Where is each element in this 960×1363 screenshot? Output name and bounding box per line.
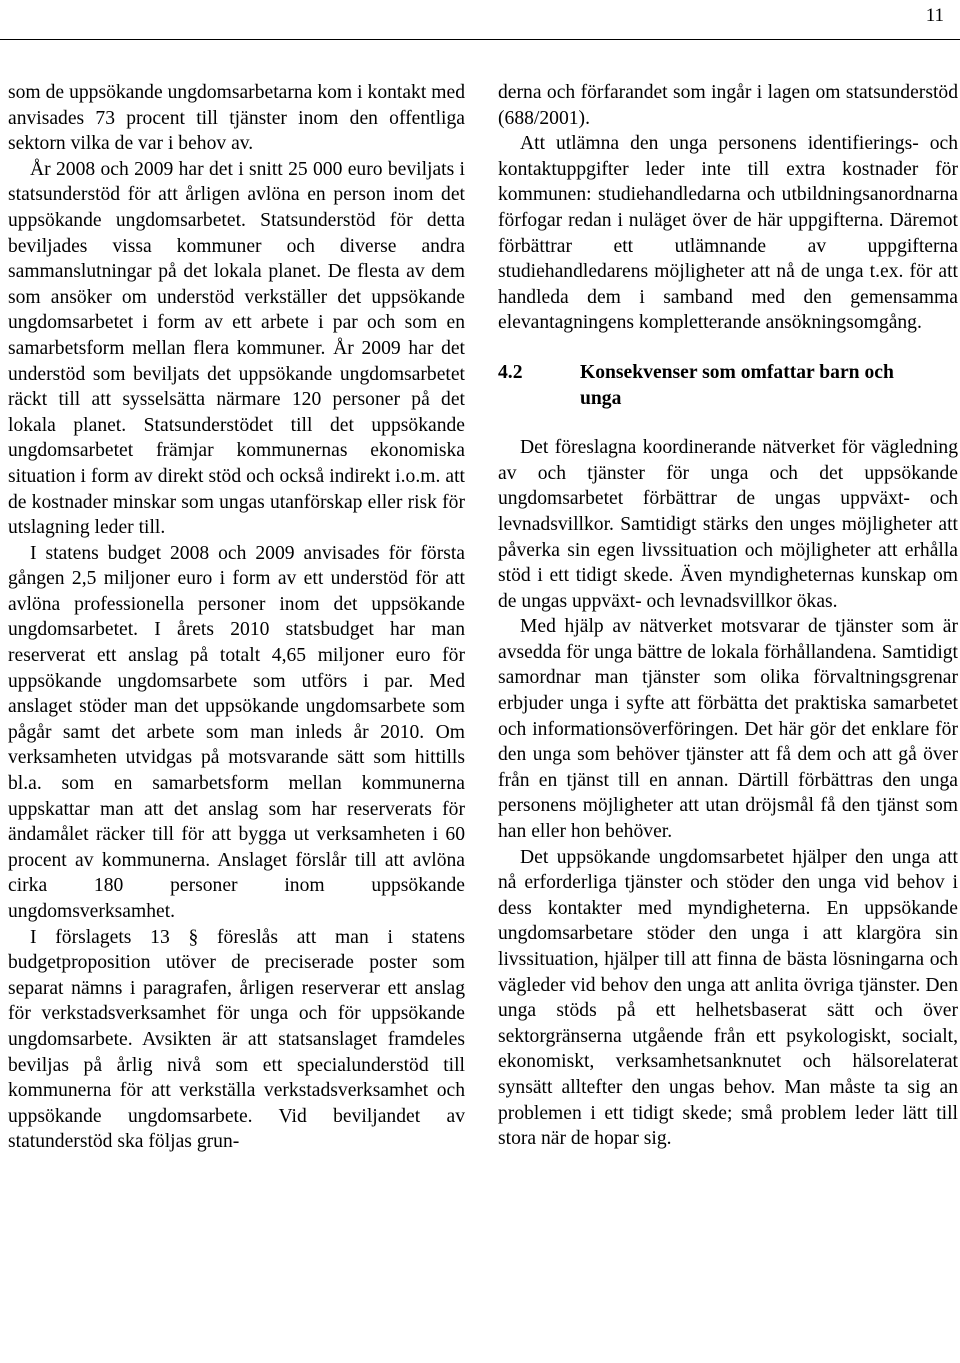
- left-paragraph-4: I förslagets 13 § föreslås att man i statens budgetproposition utöver de preciserade poster som separat nämns i paragrafen, årligen reserverar ett anslag för verkstadsverksamhet för unga och för uppsökande ungdomsarbete. Avsikten är att statsanslaget framdeles beviljas på årlig nivå som ett specialunderstöd till kommunerna för att verkställa verkstadsverksamhet och uppsökande ungdomsarbete. Vid beviljandet av statunderstöd ska följas grun-: [8, 926, 465, 1153]
- section-title: Konsekvenser som omfattar barn och unga: [580, 361, 894, 409]
- right-paragraph-1: derna och förfarandet som ingår i lagen om statsunderstöd (688/2001).: [498, 82, 958, 129]
- left-column: [8, 80, 465, 1155]
- left-paragraph-2: År 2008 och 2009 har det i snitt 25 000 euro beviljats i statsunderstöd för att årligen avlöna en person inom det uppsökande ungdomsarbetet. Statsunderstöd för detta beviljades vissa kommuner och diverse andra sammanslutningar på det lokala planet. De flesta av dem som ansöker om understöd verkställer det uppsökande ungdomsarbetet i form av ett arbete i par och som en samarbetsform mellan flera kommuner. År 2009 har det understöd som beviljats det uppsökande ungdomsarbetet räckt till att sysselsätta närmare 120 personer på det lokala planet. Statsunderstödet till det uppsökande ungdomsarbetet främjar kommunernas ekonomiska situation i form av direkt stöd och också indirekt i.o.m. att de kostnader minskar som ungas utanförskap eller risk för utslagning leder till.: [8, 158, 465, 539]
- section-number: 4.2: [498, 361, 523, 383]
- right-paragraph-4: Med hjälp av nätverket motsvarar de tjänster som är avsedda för unga bättre de lokala förhållandena. Samtidigt samordnar man tjänster som olika förvaltningsgrenar erbjuder unga i syfte att förbätta det praktiska samarbetet och informationsöverföringen. Det här gör det enklare för den unga som behöver tjänster att få dem och att gå över från en tjänst till en annan. Därtill förbättras den unga personens möjligheter att utan dröjsmål få den tjänst som han eller hon behöver.: [498, 616, 958, 843]
- page-number: 11: [925, 5, 944, 26]
- left-paragraph-3: I statens budget 2008 och 2009 anvisades för första gången 2,5 miljoner euro i form av ett understöd för att avlöna professionella personer inom det uppsökande ungdomsarbetet. I årets 2010 statsbudget har man reserverat ett anslag på totalt 4,65 miljoner euro för uppsökande ungdomsarbete som utförs i par. Med anslaget stöder man det uppsökande ungdomsarbete som pågår samt det arbete som man inleds år 2010. Om verksamheten utvidgas på motsvarande sätt som hittills bl.a. som en samarbetsform mellan kommunerna uppskattar man att det anslag som har reserverats för ändamålet räcker till för att bygga ut verksamheten i 60 procent av kommunerna. Anslaget förslår till att avlöna cirka 180 personer inom uppsökande ungdomsverksamhet.: [8, 542, 465, 922]
- section-heading: [498, 360, 958, 411]
- left-paragraph-1: som de uppsökande ungdomsarbetarna kom i kontakt med anvisades 73 procent till tjänster inom den offentliga sektorn vilka de var i behov av.: [8, 82, 465, 155]
- right-paragraph-2: Att utlämna den unga personens identifierings- och kontaktuppgifter leder inte till extra kostnader för kommunen: studiehandledarna och utbildningsanordnarna förfogar redan i nuläget över de här uppgifterna. Däremot förbättrar ett utlämnande av uppgifterna studiehandledarens möjligheter att nå de unga t.ex. för att handleda dem i samband med den gemensamma elevantagningens kompletterande ansökningsomgång.: [498, 133, 958, 334]
- right-column: [498, 80, 958, 1152]
- header-rule: [0, 39, 960, 40]
- right-paragraph-3: Det föreslagna koordinerande nätverket för vägledning av och tjänster för unga och det uppsökande ungdomsarbetet förbättrar de ungas uppväxt- och levnadsvillkor. Samtidigt stärks den unges möjligheter att påverka sin egen livssituation och möjligheter att erhålla stöd i ett tidigt skede. Även myndigheternas kunskap om de ungas uppväxt- och levnadsvillkor ökas.: [498, 437, 958, 612]
- right-paragraph-5: Det uppsökande ungdomsarbetet hjälper den unga att nå erforderliga tjänster och stöder den unga vid behov i dess kontakter med myndigheterna. En uppsökande ungdomsarbetare stöder den unga i att klargöra sin livssituation, hjälper till att finna de bästa lösningarna och vägleder vid behov den unga att anlita övriga tjänster. Den unga stöds på ett helhetsbaserat sätt och över sektorgränserna utgående från ett psykologiskt, socialt, ekonomiskt, verksamhetsanknutet och hälsorelaterat synsätt alltefter den ungas behov. Man måste ta sig an problemen i ett tidigt skede; små problem leder lätt till stora när de hopar sig.: [498, 846, 958, 1150]
